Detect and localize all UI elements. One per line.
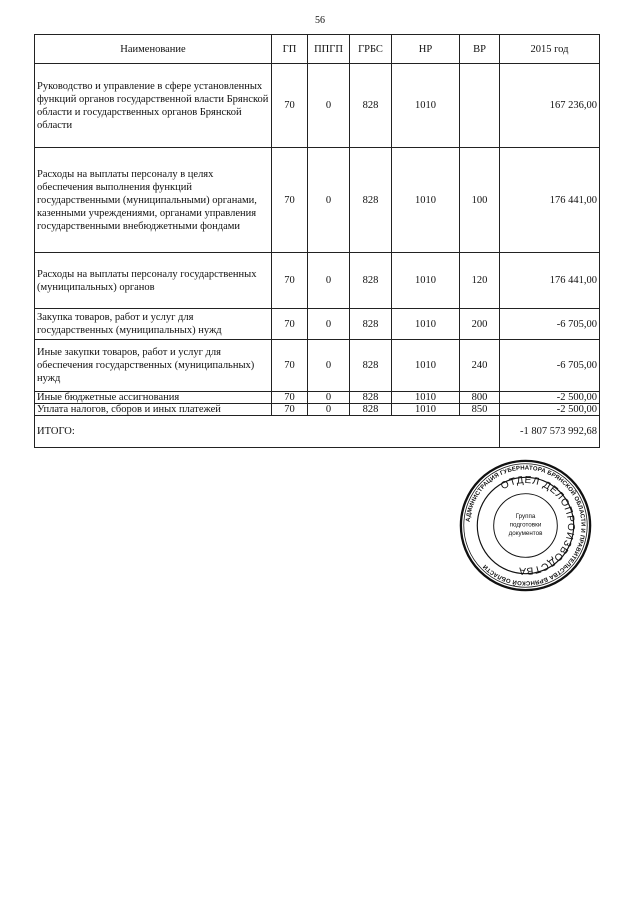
header-name: Наименование [35,35,272,64]
header-ppgp: ППГП [308,35,350,64]
header-vr: ВР [460,35,500,64]
row-amount: 167 236,00 [500,64,600,148]
table-row [35,64,600,148]
row-ppgp: 0 [308,253,350,309]
row-ppgp: 0 [308,309,350,340]
row-ppgp: 0 [308,404,350,416]
total-row [35,416,600,448]
table-row [35,253,600,309]
row-vr: 120 [460,253,500,309]
table-row [35,404,600,416]
row-grbs: 828 [350,148,392,253]
row-name: Руководство и управление в сфере установленных функций органов государственной власти Брянской области и государственных органов Брянской области [35,64,272,148]
row-gp: 70 [272,253,308,309]
row-amount: 176 441,00 [500,253,600,309]
row-gp: 70 [272,392,308,404]
row-grbs: 828 [350,253,392,309]
row-amount: 176 441,00 [500,148,600,253]
row-name: Иные закупки товаров, работ и услуг для обеспечения государственных (муниципальных) нужд [35,340,272,392]
header-year: 2015 год [500,35,600,64]
row-amount: -2 500,00 [500,404,600,416]
table-row [35,148,600,253]
row-grbs: 828 [350,392,392,404]
row-grbs: 828 [350,64,392,148]
header-nr: НР [392,35,460,64]
row-nr: 1010 [392,392,460,404]
table-row [35,392,600,404]
row-vr: 100 [460,148,500,253]
row-vr: 850 [460,404,500,416]
seal-outer-text: АДМИНИСТРАЦИЯ ГУБЕРНАТОРА БРЯНСКОЙ ОБЛАСТИ И ПРАВИТЕЛЬСТВА БРЯНСКОЙ ОБЛАСТИ [465,465,586,586]
row-name: Расходы на выплаты персоналу в целях обеспечения выполнения функций государственными (муниципальными) органами, казенными учреждениями, органами управления государственными внебюджетными фондами [35,148,272,253]
row-amount: -6 705,00 [500,309,600,340]
row-ppgp: 0 [308,340,350,392]
table-row [35,309,600,340]
table-row [35,340,600,392]
row-nr: 1010 [392,340,460,392]
row-ppgp: 0 [308,392,350,404]
row-name: Уплата налогов, сборов и иных платежей [35,404,272,416]
official-seal [458,458,593,593]
row-ppgp: 0 [308,64,350,148]
row-nr: 1010 [392,404,460,416]
header-gp: ГП [272,35,308,64]
page-number: 56 [315,15,325,26]
row-grbs: 828 [350,404,392,416]
seal-center-line-1: Группа [515,512,536,520]
row-nr: 1010 [392,253,460,309]
row-vr: 800 [460,392,500,404]
row-nr: 1010 [392,309,460,340]
row-gp: 70 [272,340,308,392]
row-gp: 70 [272,404,308,416]
row-vr: 200 [460,309,500,340]
seal-center-line-2: подготовки [509,521,542,529]
row-gp: 70 [272,148,308,253]
row-name: Расходы на выплаты персоналу государственных (муниципальных) органов [35,253,272,309]
total-amount: -1 807 573 992,68 [500,416,600,448]
row-nr: 1010 [392,64,460,148]
row-nr: 1010 [392,148,460,253]
header-row [35,35,600,64]
row-name: Иные бюджетные ассигнования [35,392,272,404]
row-name: Закупка товаров, работ и услуг для государственных (муниципальных) нужд [35,309,272,340]
budget-table [34,34,600,448]
row-gp: 70 [272,64,308,148]
row-vr [460,64,500,148]
row-vr: 240 [460,340,500,392]
header-grbs: ГРБС [350,35,392,64]
row-ppgp: 0 [308,148,350,253]
row-grbs: 828 [350,340,392,392]
seal-inner-text: ОТДЕЛ ДЕЛОПРОИЗВОДСТВА [499,474,577,577]
row-amount: -2 500,00 [500,392,600,404]
row-grbs: 828 [350,309,392,340]
row-gp: 70 [272,309,308,340]
seal-center-line-3: документов [508,530,543,538]
row-amount: -6 705,00 [500,340,600,392]
total-label: ИТОГО: [35,416,500,448]
